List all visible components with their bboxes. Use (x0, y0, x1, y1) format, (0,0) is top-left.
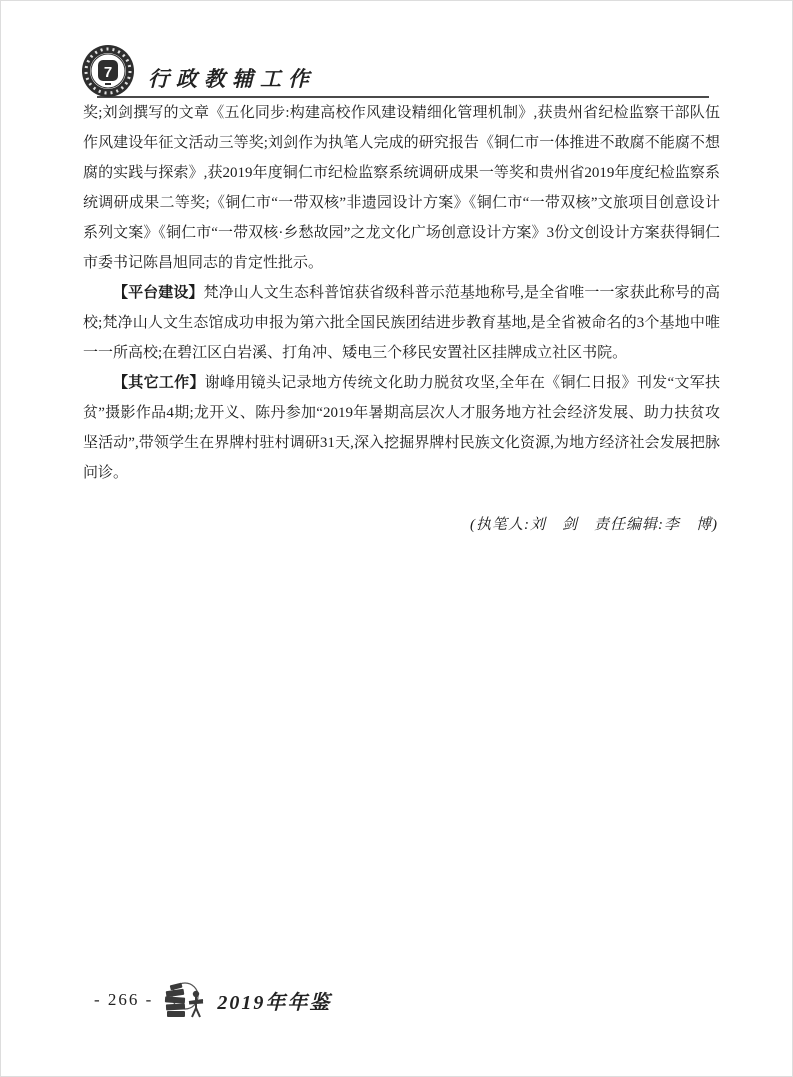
page-body (83, 98, 720, 540)
paragraph-awards-continuation (83, 98, 720, 278)
paragraph-platform-construction (83, 278, 720, 368)
university-seal-icon (81, 44, 135, 98)
section-title: 行政教辅工作 (148, 67, 316, 91)
paragraph-label: 【平台建设】 (113, 284, 204, 301)
svg-text:7: 7 (103, 64, 113, 81)
paragraph-text: 谢峰用镜头记录地方传统文化助力脱贫攻坚,全年在《铜仁日报》刊发“文军扶贫”摄影作品4期;龙开义、陈丹参加“2019年暑期高层次人才服务地方社会经济发展、助力扶贫攻坚活动”,带领学生在界牌村驻村调研31天,深入挖掘界牌村民族文化资源,为地方经济社会发展把脉问诊。 (83, 375, 720, 481)
yearbook-mascot-icon (162, 980, 208, 1020)
page-number: - 266 - (94, 990, 154, 1009)
paragraph-label: 【其它工作】 (113, 374, 205, 391)
paragraph-text: 奖;刘剑撰写的文章《五化同步:构建高校作风建设精细化管理机制》,获贵州省纪检监察干部队伍作风建设年征文活动三等奖;刘剑作为执笔人完成的研究报告《铜仁市一体推进不敢腐不能腐不想腐的实践与探索》,获2019年度铜仁市纪检监察系统调研成果一等奖和贵州省2019年度纪检监察系统调研成果二等奖;《铜仁市“一带双核”非遗园设计方案》《铜仁市“一带双核”文旅项目创意设计系列文案》《铜仁市“一带双核·乡愁故园”之龙文化广场创意设计方案》3份文创设计方案获得铜仁市委书记陈昌旭同志的肯定性批示。 (83, 105, 720, 271)
yearbook-title: 2019年年鉴 (217, 991, 332, 1014)
paragraph-other-work (83, 368, 720, 488)
page-footer (94, 979, 331, 1021)
paragraph-text: 梵净山人文生态科普馆获省级科普示范基地称号,是全省唯一一家获此称号的高校;梵净山人文生态馆成功申报为第六批全国民族团结进步教育基地,是全省被命名的3个基地中唯一一所高校;在碧江区白岩溪、打角冲、矮电三个移民安置社区挂牌成立社区书院。 (83, 285, 720, 361)
byline: (执笔人:刘 剑 责任编辑:李 博) (470, 517, 718, 533)
